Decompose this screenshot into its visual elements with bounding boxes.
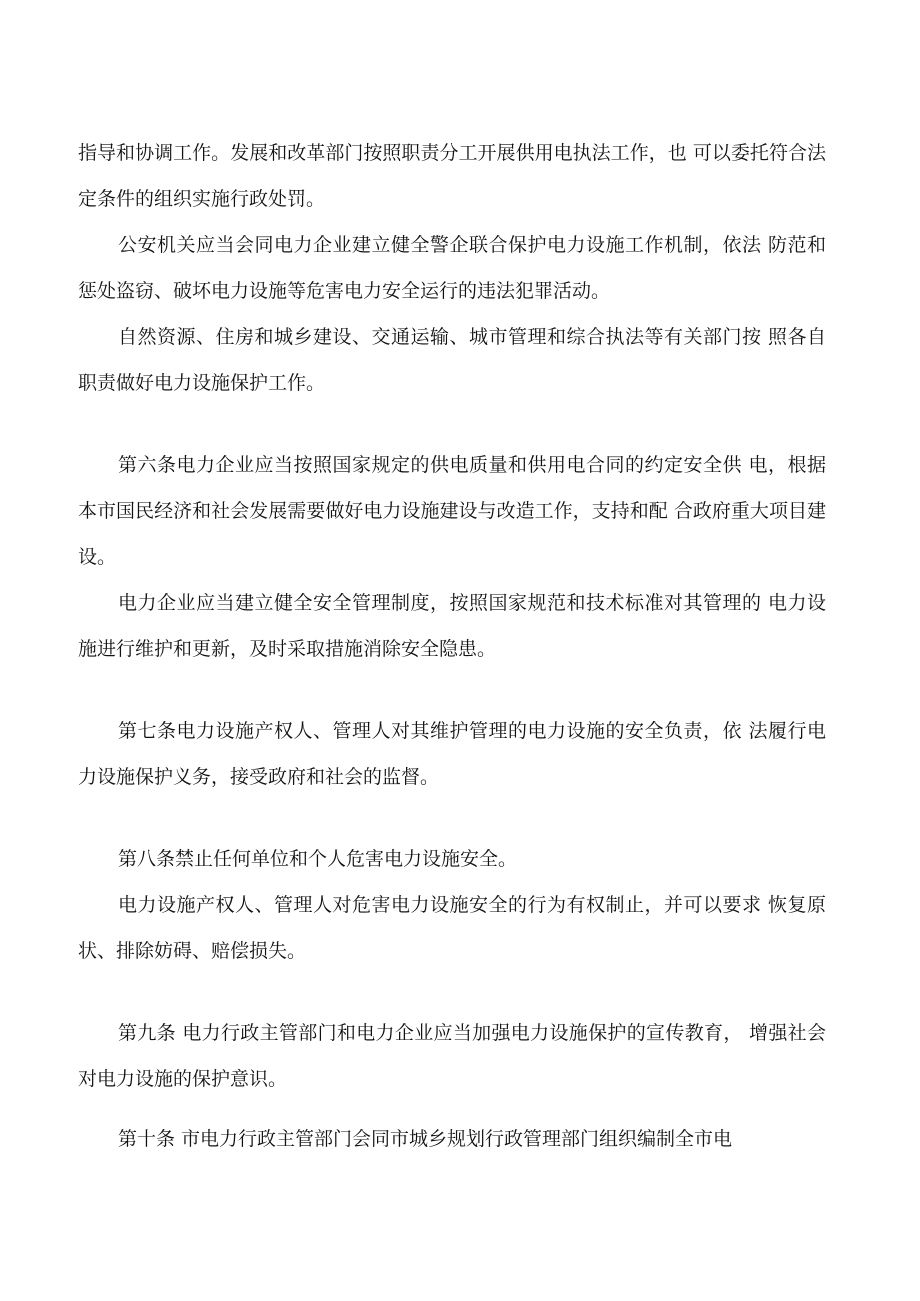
paragraph-other-departments: 自然资源、住房和城乡建设、交通运输、城市管理和综合执法等有关部门按 照各自职责做好电力设施保护工作。	[78, 326, 826, 394]
paragraph-article-6: 第六条电力企业应当按照国家规定的供电质量和供用电合同的约定安全供 电，根据本市国民经济和社会发展需要做好电力设施建设与改造工作，支持和配 合政府重大项目建设。	[78, 454, 826, 568]
paragraph-right-to-stop: 电力设施产权人、管理人对危害电力设施安全的行为有权制止，并可以要求 恢复原状、排除妨碍、赔偿损失。	[78, 894, 826, 962]
paragraph-continuation-article-5: 指导和协调工作。发展和改革部门按照职责分工开展供用电执法工作，也 可以委托符合法定条件的组织实施行政处罚。	[78, 142, 826, 210]
paragraph-public-security: 公安机关应当会同电力企业建立健全警企联合保护电力设施工作机制，依法 防范和惩处盗窃、破坏电力设施等危害电力安全运行的违法犯罪活动。	[78, 234, 826, 302]
paragraph-article-7: 第七条电力设施产权人、管理人对其维护管理的电力设施的安全负责，依 法履行电力设施保护义务，接受政府和社会的监督。	[78, 720, 826, 788]
paragraph-article-8: 第八条禁止任何单位和个人危害电力设施安全。	[118, 848, 518, 870]
paragraph-safety-management: 电力企业应当建立健全安全管理制度，按照国家规范和技术标准对其管理的 电力设施进行维护和更新，及时采取措施消除安全隐患。	[78, 592, 826, 660]
paragraph-article-10: 第十条 市电力行政主管部门会同市城乡规划行政管理部门组织编制全市电	[118, 1128, 733, 1150]
paragraph-article-9: 第九条 电力行政主管部门和电力企业应当加强电力设施保护的宣传教育， 增强社会对电力设施的保护意识。	[78, 1022, 826, 1090]
